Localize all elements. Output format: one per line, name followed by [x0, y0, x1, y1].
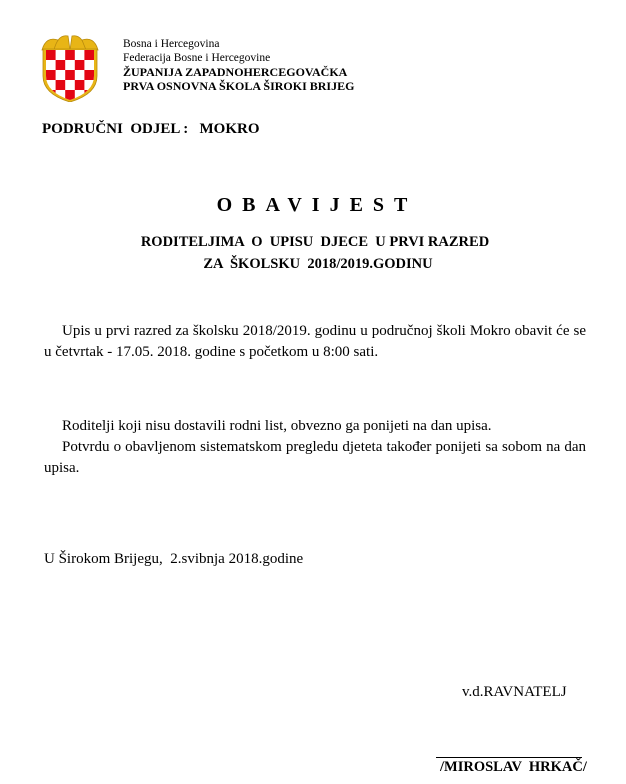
enrollment-text: Upis u prvi razred za školsku 2018/2019. godinu u područnoj školi Mokro obavit će se u četvrtak - 17.05. 2018. godine s početkom u 8:00 sati.	[44, 323, 586, 360]
signatory-title: v.d.RAVNATELJ	[462, 684, 567, 700]
documents-paragraph	[44, 416, 586, 479]
institution-header	[123, 37, 354, 93]
medical-check-text: Potvrdu o obavljenom sistematskom pregledu djeteta također ponijeti sa sobom na dan upisa.	[44, 439, 586, 476]
signatory-name: /MIROSLAV HRKAČ/	[440, 759, 587, 775]
notice-subtitle-line2: ZA ŠKOLSKU 2018/2019.GODINU	[203, 256, 433, 272]
department-heading: PODRUČNI ODJEL : MOKRO	[42, 121, 260, 137]
coat-of-arms-icon	[36, 32, 104, 102]
notice-title: OBAVIJEST	[216, 194, 418, 216]
birth-certificate-text: Roditelji koji nisu dostavili rodni list, obvezno ga ponijeti na dan upisa.	[62, 418, 492, 434]
notice-subtitle-line1: RODITELJIMA O UPISU DJECE U PRVI RAZRED	[140, 234, 490, 250]
header-country: Bosna i Hercegovina	[123, 38, 220, 50]
enrollment-paragraph	[44, 321, 586, 363]
header-school: PRVA OSNOVNA ŠKOLA ŠIROKI BRIJEG	[123, 79, 355, 93]
place-and-date: U Širokom Brijegu, 2.svibnja 2018.godine	[44, 551, 304, 567]
signature-line	[436, 757, 582, 758]
header-federation: Federacija Bosne i Hercegovine	[123, 52, 271, 64]
header-canton: ŽUPANIJA ZAPADNOHERCEGOVAČKA	[123, 65, 348, 79]
